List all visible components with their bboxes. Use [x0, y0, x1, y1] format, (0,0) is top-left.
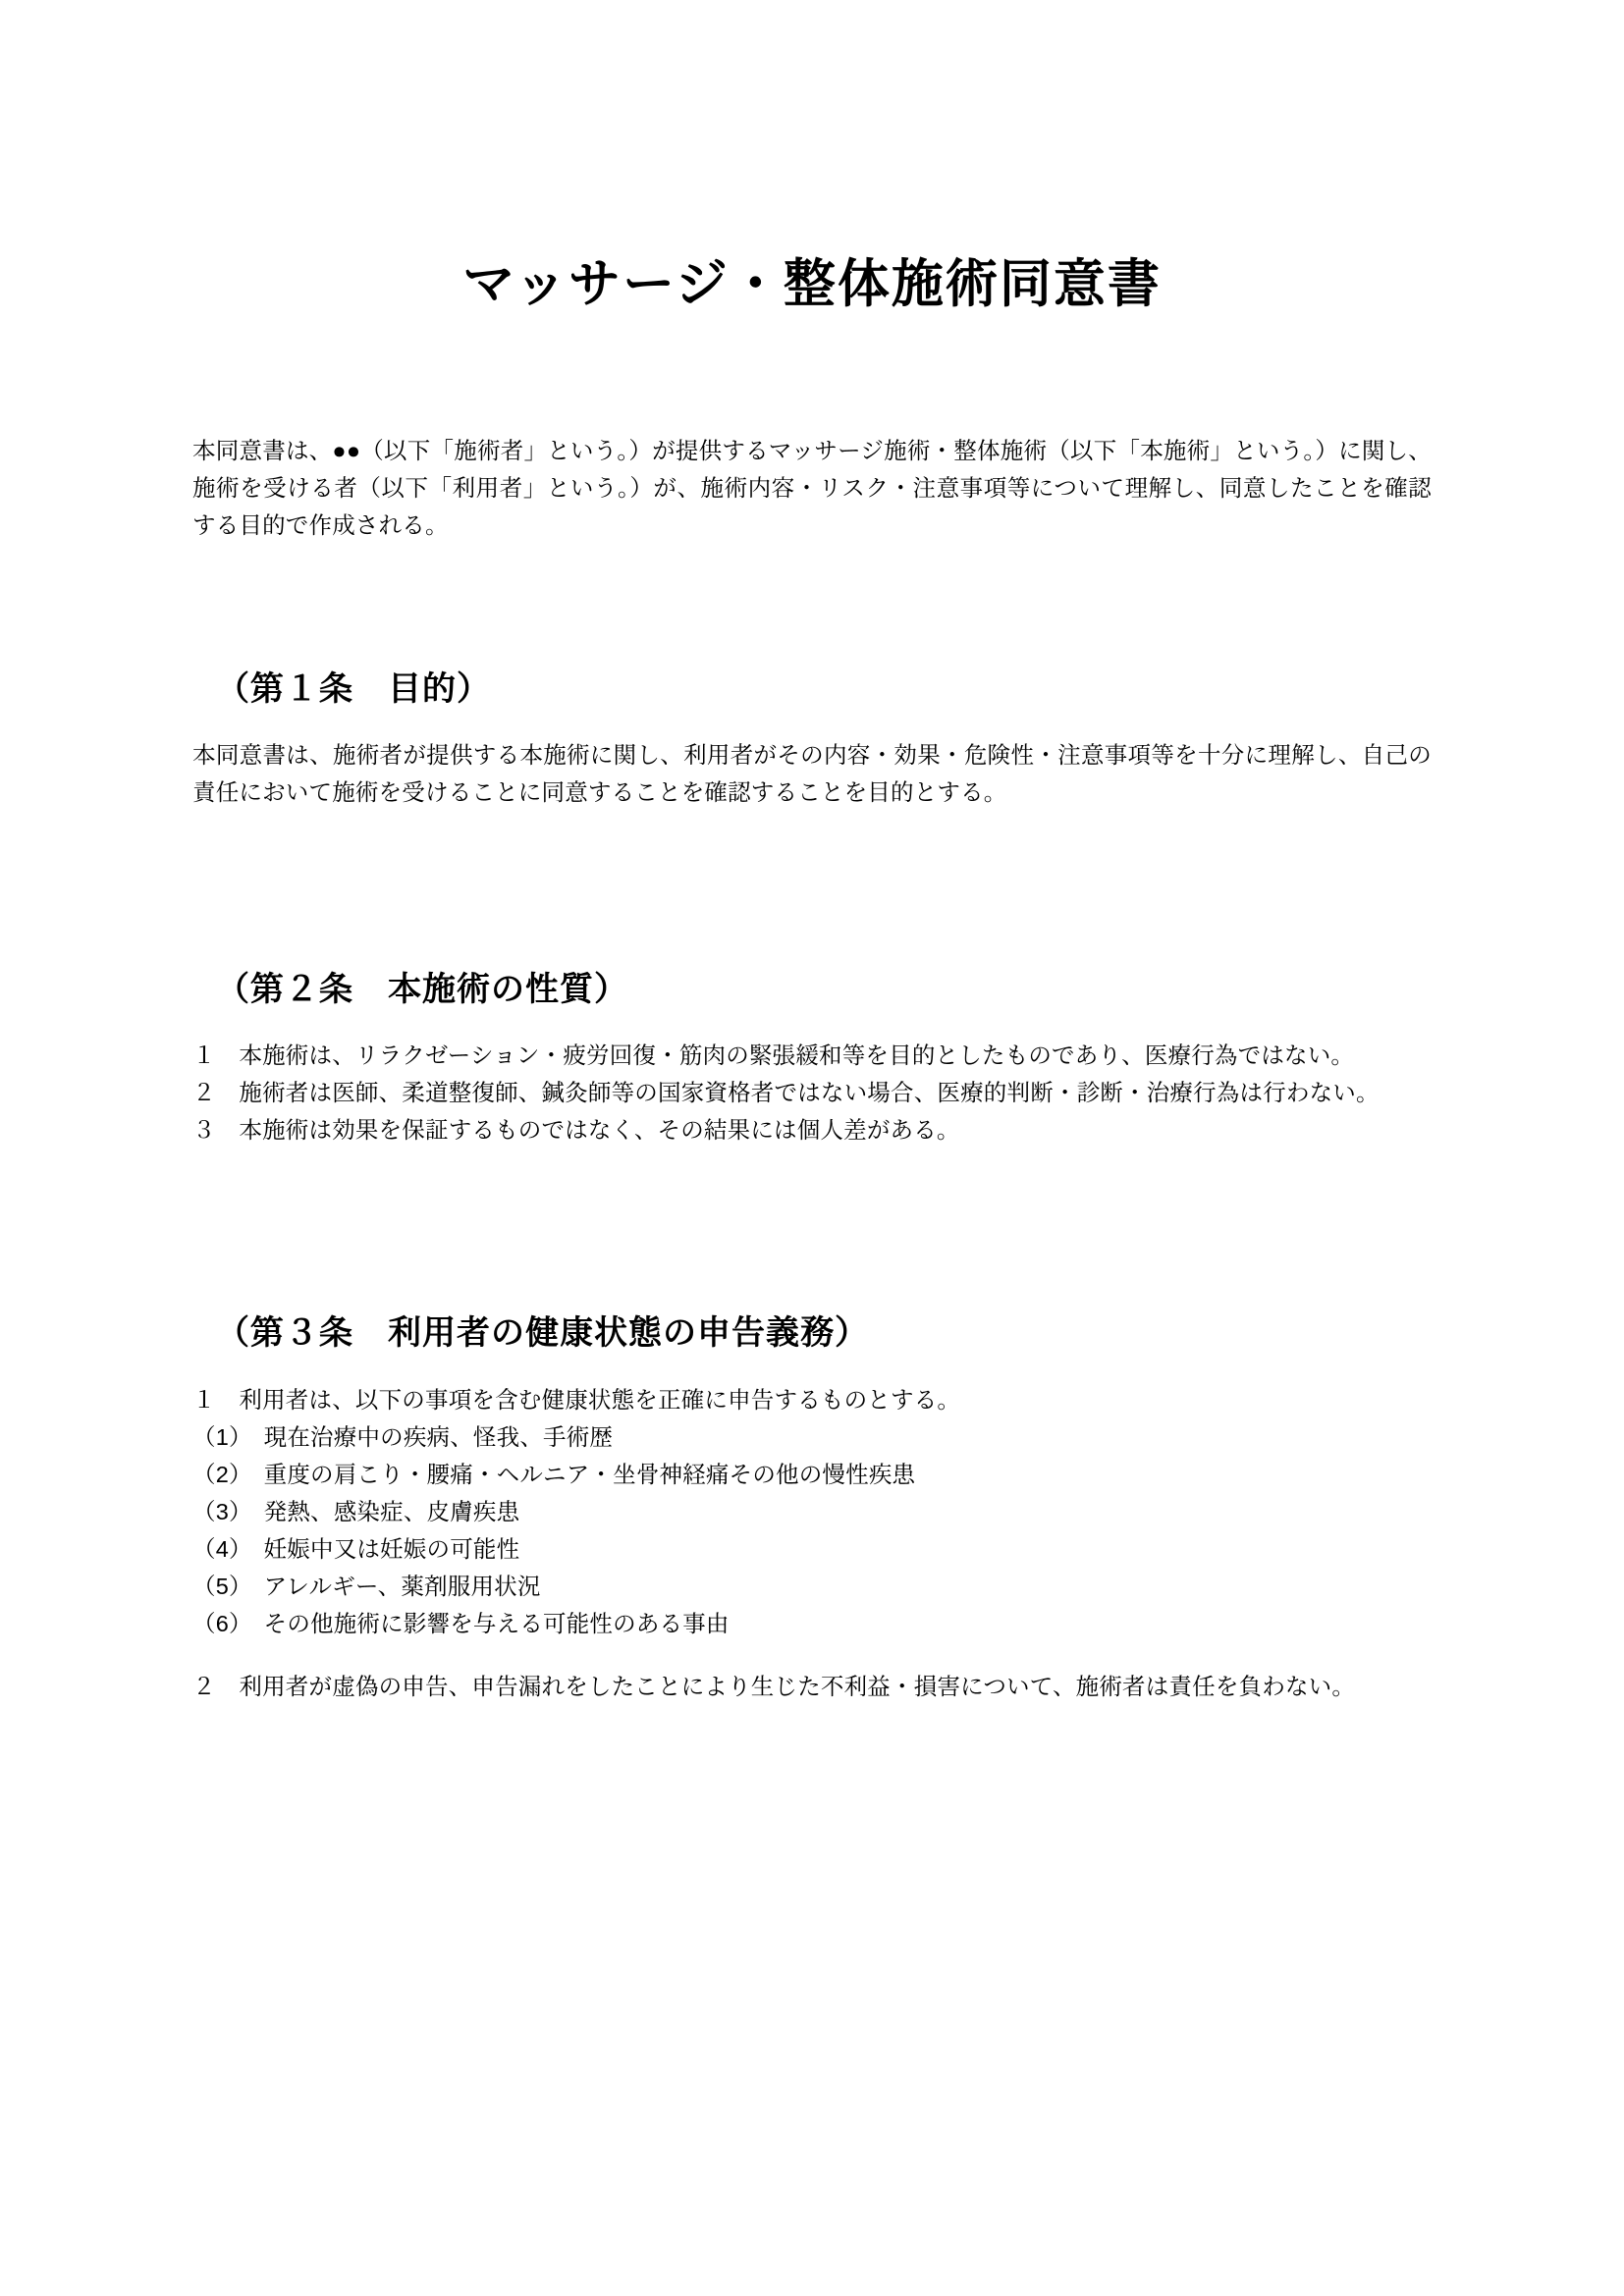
section-body-article-1 [192, 736, 1432, 811]
intro-paragraph: 本同意書は、●●（以下「施術者」という。）が提供するマッサージ施術・整体施術（以下「本施術」という。）に関し、施術を受ける者（以下「利用者」という。）が、施術内容・リスク・注意事項等について理解し、同意したことを確認する目的で作成される。 [192, 437, 1432, 538]
clause-lead: １ 利用者は、以下の事項を含む健康状態を正確に申告するものとする。 [192, 1386, 961, 1413]
list-item: （3） 発熱、感染症、皮膚疾患 [192, 1498, 520, 1524]
section-article-1 [192, 667, 1432, 811]
list-item: ３ 本施術は効果を保証するものではなく、その結果には個人差がある。 [192, 1117, 960, 1144]
list-item: （2） 重度の肩こり・腰痛・ヘルニア・坐骨神経痛その他の慢性疾患 [192, 1461, 916, 1487]
section-body-article-2 [192, 1037, 1432, 1148]
list-item: （1） 現在治療中の疾病、怪我、手術歴 [192, 1423, 614, 1450]
section-heading-article-3: （第３条 利用者の健康状態の申告義務） [216, 1314, 869, 1353]
paragraph: 本同意書は、施術者が提供する本施術に関し、利用者がその内容・効果・危険性・注意事項等を十分に理解し、自己の責任において施術を受けることに同意することを確認することを目的とする。 [192, 741, 1432, 806]
list-item: （5） アレルギー、薬剤服用状況 [192, 1573, 541, 1599]
list-item: （6） その他施術に影響を与える可能性のある事由 [192, 1611, 730, 1637]
section-heading-article-1: （第１条 目的） [216, 669, 491, 708]
list-item: ２ 施術者は医師、柔道整復師、鍼灸師等の国家資格者ではない場合、医療的判断・診断・治療行為は行わない。 [192, 1080, 1380, 1106]
section-article-2 [192, 968, 1432, 1148]
section-body-article-3 [192, 1381, 1432, 1706]
list-item: １ 本施術は、リラクゼーション・疲労回復・筋肉の緊張緩和等を目的としたものであり、医療行為ではない。 [192, 1042, 1355, 1069]
page-title: マッサージ・整体施術同意書 [462, 255, 1162, 313]
clause-closing: ２ 利用者が虚偽の申告、申告漏れをしたことにより生じた不利益・損害について、施術者は責任を負わない。 [192, 1674, 1356, 1700]
section-heading-article-2: （第２条 本施術の性質） [216, 971, 628, 1009]
clause-list-article-2 [192, 1037, 1432, 1148]
health-declaration-list [192, 1418, 1432, 1642]
section-article-3 [192, 1311, 1432, 1705]
list-item: （4） 妊娠中又は妊娠の可能性 [192, 1535, 520, 1562]
